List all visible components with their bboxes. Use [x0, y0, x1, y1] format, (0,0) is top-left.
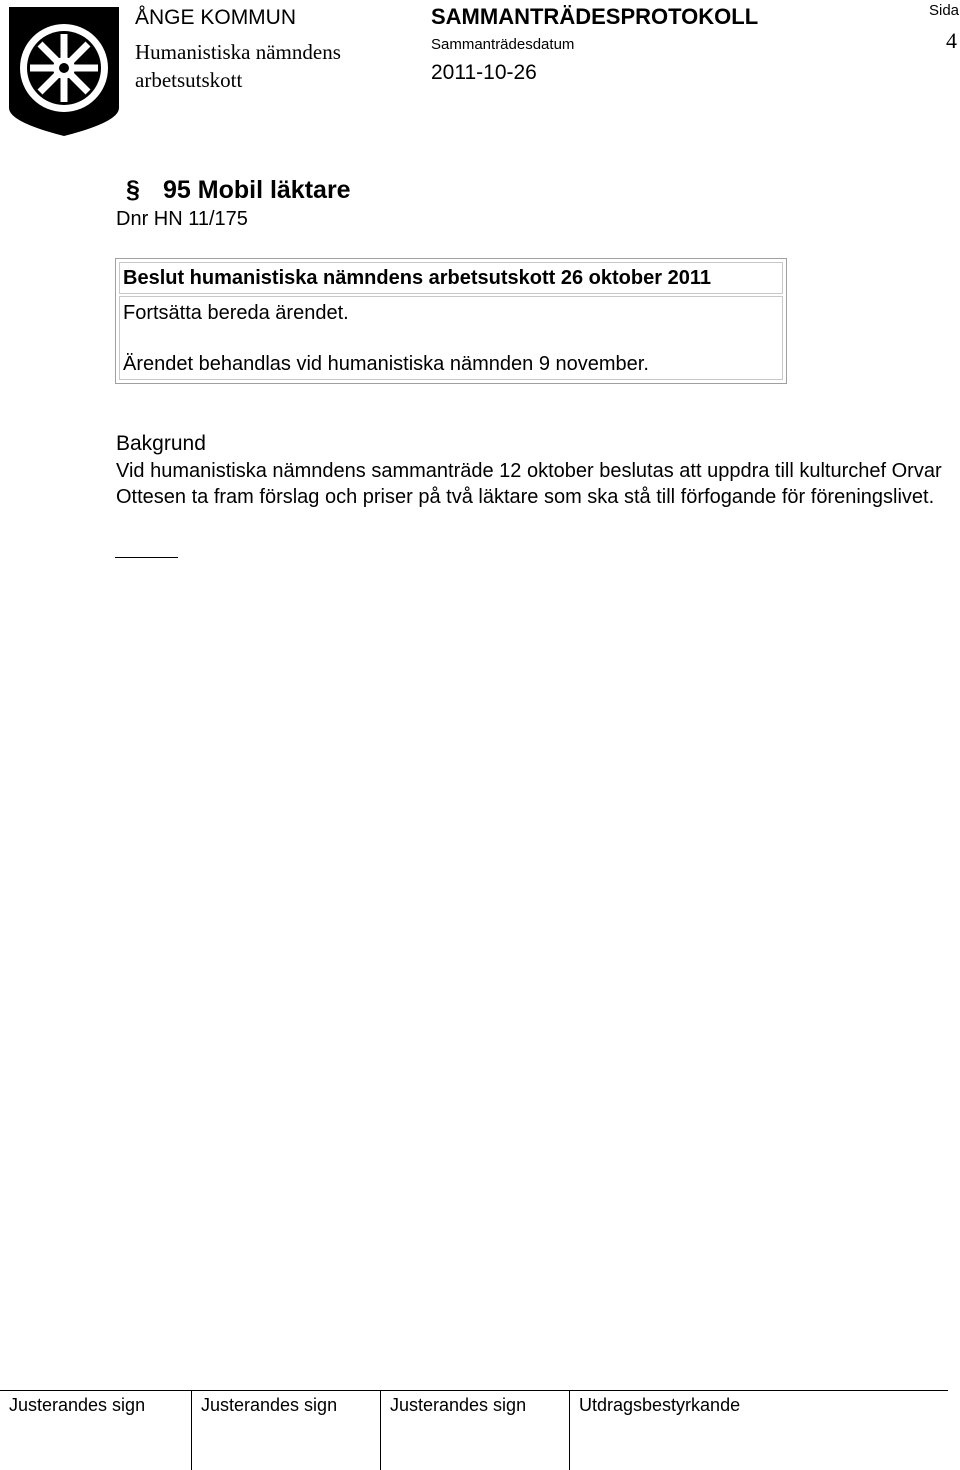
signature-cell	[191, 1391, 381, 1470]
committee-name-line1: Humanistiska nämndens	[135, 40, 341, 64]
decision-box	[115, 258, 787, 384]
meeting-date: 2011-10-26	[431, 61, 537, 84]
signature-footer	[0, 1390, 948, 1470]
end-rule	[115, 557, 178, 558]
background-text: Vid humanistiska nämndens sammanträde 12 oktober beslutas att uppdra till kulturchef Orvar Ottesen ta fram förslag och priser på två läktare som ska stå till förfogande för föreningslivet.	[116, 460, 942, 508]
decision-paragraph: Fortsätta bereda ärendet.	[123, 302, 349, 324]
section-symbol: §	[126, 176, 140, 204]
committee-name-line2: arbetsutskott	[135, 68, 243, 92]
document-type: SAMMANTRÄDESPROTOKOLL	[431, 4, 759, 29]
signature-cell	[380, 1391, 570, 1470]
signature-cell-label: Utdragsbestyrkande	[579, 1395, 741, 1415]
signature-cell	[569, 1391, 949, 1470]
case-number: Dnr HN 11/175	[116, 208, 248, 230]
decision-title: Beslut humanistiska nämndens arbetsutskott 26 oktober 2011	[119, 262, 783, 294]
page-number: 4	[946, 28, 957, 53]
signature-cell-label: Justerandes sign	[390, 1395, 527, 1415]
organization-name: ÅNGE KOMMUN	[135, 6, 297, 29]
decision-paragraph: Ärendet behandlas vid humanistiska nämnden 9 november.	[123, 353, 649, 375]
signature-cell	[0, 1391, 191, 1470]
page-label: Sida	[929, 2, 960, 19]
section-title: 95 Mobil läktare	[163, 176, 351, 204]
municipal-wheel-crest-icon	[6, 4, 122, 138]
decision-body	[119, 296, 783, 380]
section-heading	[126, 176, 351, 205]
meeting-date-label: Sammanträdesdatum	[431, 36, 575, 53]
signature-cell-label: Justerandes sign	[201, 1395, 338, 1415]
signature-cell-label: Justerandes sign	[9, 1395, 146, 1415]
committee-name	[135, 38, 341, 94]
background-heading: Bakgrund	[116, 432, 206, 455]
